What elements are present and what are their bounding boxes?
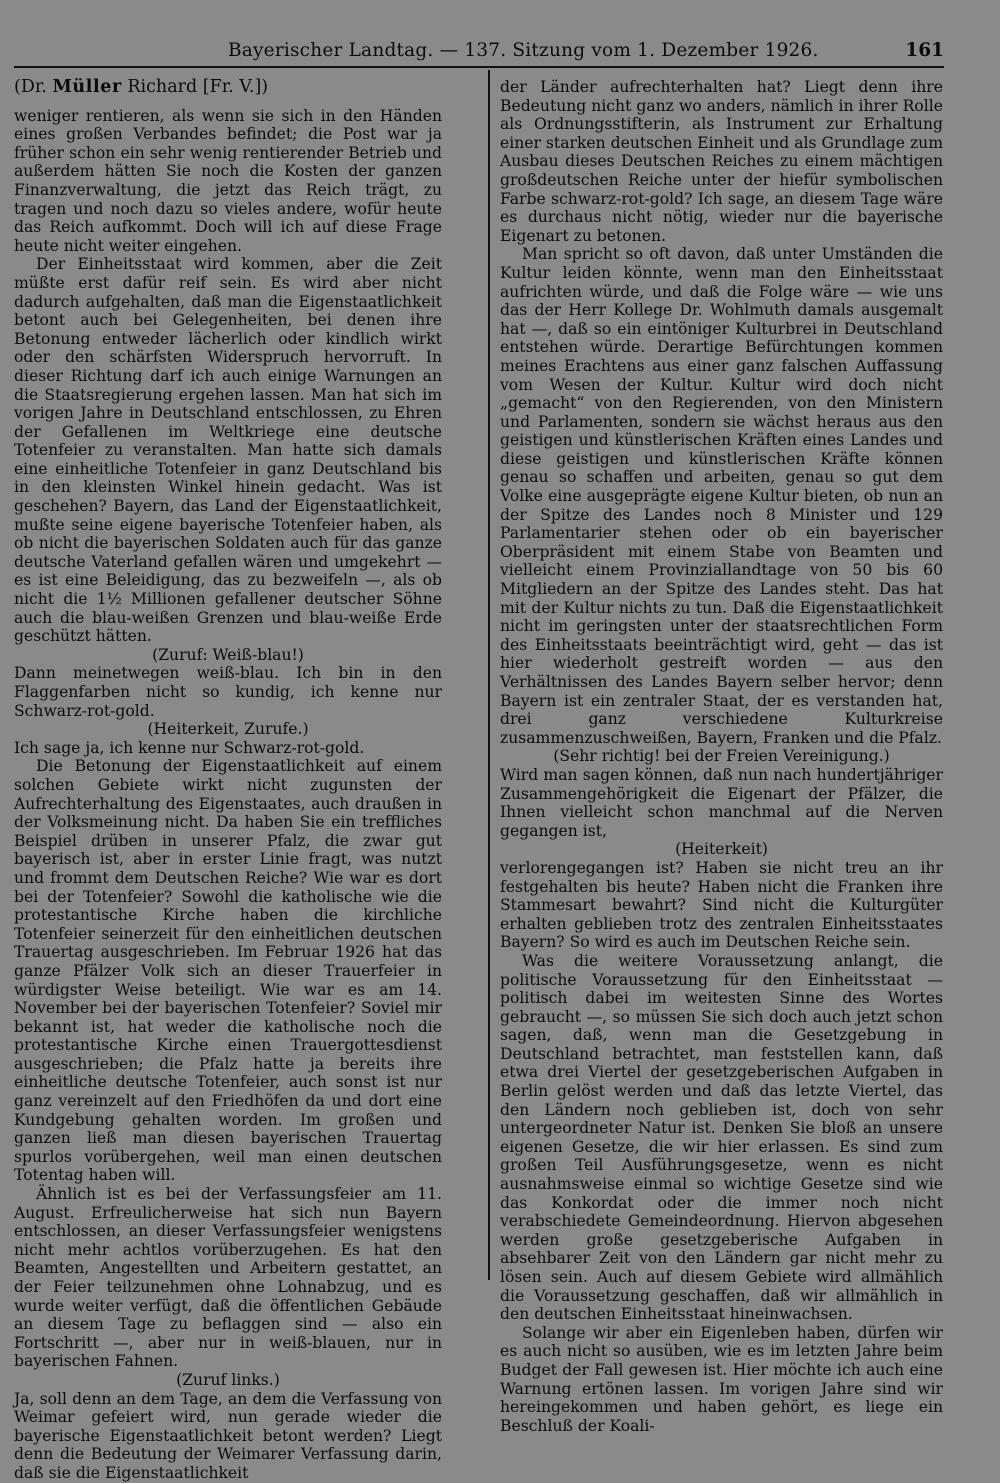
paragraph: Solange wir aber ein Eigenleben haben, dürfen wir es auch nicht so ausüben, wie es im letzten Jahre beim Budget der Fall gewesen ist. Hier möchte ich auch eine Warnung ertönen lassen. Im vorigen Jahre sind wir hereingekommen und haben gehört, es liege ein Beschluß der Koali- [500,1323,943,1435]
paragraph: Der Einheitsstaat wird kommen, aber die Zeit müßte erst dafür reif sein. Es wird aber nicht dadurch aufgehalten, daß man die Eigenstaatlichkeit betont auch bei Gelegenheiten, bei denen ihre Betonung entweder lächerlich oder kindlich wirkt oder den schärfsten Widerspruch hervorruft. In dieser Richtung darf ich auch einige Warnungen an die Staatsregierung ergehen lassen. Man hat sich im vorigen Jahre in Deutschland entschlossen, zu Ehren der Gefallenen im Weltkriege eine deutsche Totenfeier zu veranstalten. Man hatte sich damals eine einheitliche Totenfeier in ganz Deutschland bis in den kleinsten Winkel hinein gedacht. Was ist geschehen? Bayern, das Land der Eigenstaatlichkeit, mußte seine eigene bayerische Totenfeier haben, als ob nicht die bayerischen Soldaten auch für das ganze deutsche Vaterland gefallen wären und umgekehrt — es ist eine Beleidigung, das zu bezweifeln —, als ob nicht die 1½ Millionen gefallener deutscher Söhne auch die blau-weißen Grenzen und blau-weiße Erde geschützt hätten. [14,255,442,646]
paragraph: Dann meinetwegen weiß-blau. Ich bin in den Flaggenfarben nicht so kundig, ich kenne nur Schwarz-rot-gold. [14,664,442,720]
paragraph: Ähnlich ist es bei der Verfassungsfeier am 11. August. Erfreulicherweise hat sich nun Bayern entschlossen, an dieser Verfassungsfeier wenigstens nicht mehr achtlos vorüberzugehen. Es hat den Beamten, Angestellten und Arbeitern gestattet, an der Feier teilzunehmen ohne Lohnabzug, und es wurde weiter verfügt, daß die öffentlichen Gebäude an diesem Tage zu beflaggen sind — also ein Fortschritt —, aber nur in weiß-blauen, nur in bayerischen Fahnen. [14,1185,442,1371]
interjection: (Zuruf links.) [176,1370,280,1389]
column-divider [488,70,490,1280]
right-column [500,78,943,1435]
running-head: Bayerischer Landtag. — 137. Sitzung vom 1. Dezember 1926. [228,40,819,61]
paragraph: Wird man sagen können, daß nun nach hundertjähriger Zusammengehörigkeit die Eigenart der Pfälzer, die Ihnen vielleicht schon manchmal auf die Nerven gegangen ist, [500,765,943,840]
interjection: (Heiterkeit, Zurufe.) [147,720,309,739]
page-header [14,40,944,68]
interjection: (Sehr richtig! bei der Freien Vereinigung.) [553,747,890,766]
paragraph: Die Betonung der Eigenstaatlichkeit auf einem solchen Gebiete wirkt nicht zugunsten der Aufrechterhaltung des Eigenstaates, auch draußen in der Volksmeinung nicht. Da haben Sie ein treffliches Beispiel drüben in unserer Pfalz, die zwar gut bayerisch ist, aber in erster Linie fragt, was nutzt und frommt dem Deutschen Reiche? Wie war es dort bei der Totenfeier? Sowohl die katholische wie die protestantische Kirche haben die kirchliche Totenfeier seinerzeit für den einheitlichen deutschen Trauertag ausgeschrieben. Im Februar 1926 hat das ganze Pfälzer Volk sich an dieser Trauerfeier in würdigster Weise beteiligt. Wie war es am 14. November bei der bayerischen Totenfeier? Soviel mir bekannt ist, hat weder die katholische noch die protestantische Kirche einen Trauergottesdienst ausgeschrieben; die Pfalz hatte ja bereits ihre einheitliche deutsche Totenfeier, auch sonst ist nur ganz vereinzelt auf den Friedhöfen da und dort eine Kundgebung gehalten worden. Im großen und ganzen ließ man diesen bayerischen Trauertag spurlos vorübergehen, weil man einen deutschen Totentag haben will. [14,757,442,1185]
paragraph: Ich sage ja, ich kenne nur Schwarz-rot-gold. [14,738,365,757]
interjection: (Heiterkeit) [675,840,768,859]
interjection: (Zuruf: Weiß-blau!) [152,645,304,664]
paragraph: verlorengegangen ist? Haben sie nicht treu an ihr festgehalten bis heute? Haben nicht die Franken ihre Stammesart bewahrt? Sind nicht die Kulturgüter erhalten geblieben trotz des zentralen Einheitsstaates Bayern? So wird es auch im Deutschen Reiche sein. [500,858,943,952]
paragraph: Was die weitere Voraussetzung anlangt, die politische Voraussetzung für den Einheitsstaat — politisch dabei im weitesten Sinne des Wortes gebraucht —, so müssen Sie sich doch auch jetzt schon sagen, daß, wenn man die Gesetzgebung in Deutschland betrachtet, man feststellen kann, daß etwa drei Viertel der gesetzgeberischen Aufgaben in Berlin gelöst werden und daß das letzte Viertel, das den Ländern noch geblieben ist, doch von sehr untergeordneter Natur ist. Denken Sie bloß an unsere eigenen Gesetze, die wir hier erlassen. Es sind zum großen Teil Ausführungsgesetze, wenn es nicht ausnahmsweise einmal so wichtige Gesetze sind wie das Konkordat oder die immer noch nicht verabschiedete Gemeindeordnung. Hiervon abgesehen werden große gesetzgeberische Aufgaben in absehbarer Zeit von den Ländern gar nicht mehr zu lösen sein. Auch auf diesem Gebiete wird allmählich die Voraussetzung geschaffen, daß wir allmählich in den deutschen Einheitsstaat hineinwachsen. [500,951,943,1324]
paragraph: Ja, soll denn an dem Tage, an dem die Verfassung von Weimar gefeiert wird, nun gerade wieder die bayerische Eigenstaatlichkeit betont werden? Liegt denn die Bedeutung der Weimarer Verfassung darin, daß sie die Eigenstaatlichkeit [14,1389,442,1482]
speaker-suffix: Richard [Fr. V.]) [121,77,269,97]
speaker-name: Müller [52,77,122,97]
speaker-prefix: (Dr. [14,77,53,97]
paragraph: der Länder aufrechterhalten hat? Liegt denn ihre Bedeutung nicht ganz wo anders, nämlich in ihrer Rolle als Ordnungsstifterin, als Instrument zur Erhaltung einer starken deutschen Einheit und als Grundlage zum Ausbau dieses Deutschen Reiches zu einem mächtigen großdeutschen Reiche unter der hiefür symbolischen Farbe schwarz-rot-gold? Ich sage, an diesem Tage wäre es durchaus nicht nötig, wieder nur die bayerische Eigenart zu betonen. [500,78,943,245]
speaker-line [14,78,442,97]
page-number: 161 [905,40,944,61]
paragraph: Man spricht so oft davon, daß unter Umständen die Kultur leiden könnte, wenn man den Einheitsstaat aufrichten würde, und daß die Folge wäre — wie uns das der Herr Kollege Dr. Wohlmuth damals ausgemalt hat —, daß so ein eintöniger Kulturbrei in Deutschland entstehen würde. Derartige Befürchtungen kommen meines Erachtens aus einer ganz falschen Auffassung vom Wesen der Kultur. Kultur wird doch nicht „gemacht“ von den Regierenden, von den Ministern und Parlamenten, sondern sie wächst heraus aus den geistigen und künstlerischen Kräften eines Landes und diese geistigen und künstlerischen Kräfte können genau so schaffen und arbeiten, genau so gut dem Volke eine ausgeprägte eigene Kultur bieten, ob nun an der Spitze des Landes noch 8 Minister und 129 Parlamentarier stehen oder ob ein bayerischer Oberpräsident mit einem Stabe von Beamten und vielleicht einem Provinziallandtage von 50 bis 60 Mitgliedern an der Spitze des Landes steht. Das hat mit der Kultur nichts zu tun. Daß die Eigenstaatlichkeit nicht im geringsten unter der staatsrechtlichen Form des Einheitsstaats beeinträchtigt wird, geht — das ist hier wiederholt gestreift worden — aus den Verhältnissen des Landes Bayern selber hervor; denn Bayern ist ein zentraler Staat, der es verstanden hat, drei ganz verschiedene Kulturkreise zusammenzuschweißen, Bayern, Franken und die Pfalz. [500,245,943,747]
paragraph: weniger rentieren, als wenn sie sich in den Händen eines großen Verbandes befindet; die Post war ja früher schon ein sehr wenig rentierender Betrieb und außerdem hätten Sie noch die Kosten der ganzen Finanzverwaltung, die jetzt das Reich trägt, zu tragen und noch dazu so vieles andere, wofür heute das Reich aufkommt. Doch will ich auf diese Frage heute nicht weiter eingehen. [14,106,442,255]
left-column [14,78,442,1483]
